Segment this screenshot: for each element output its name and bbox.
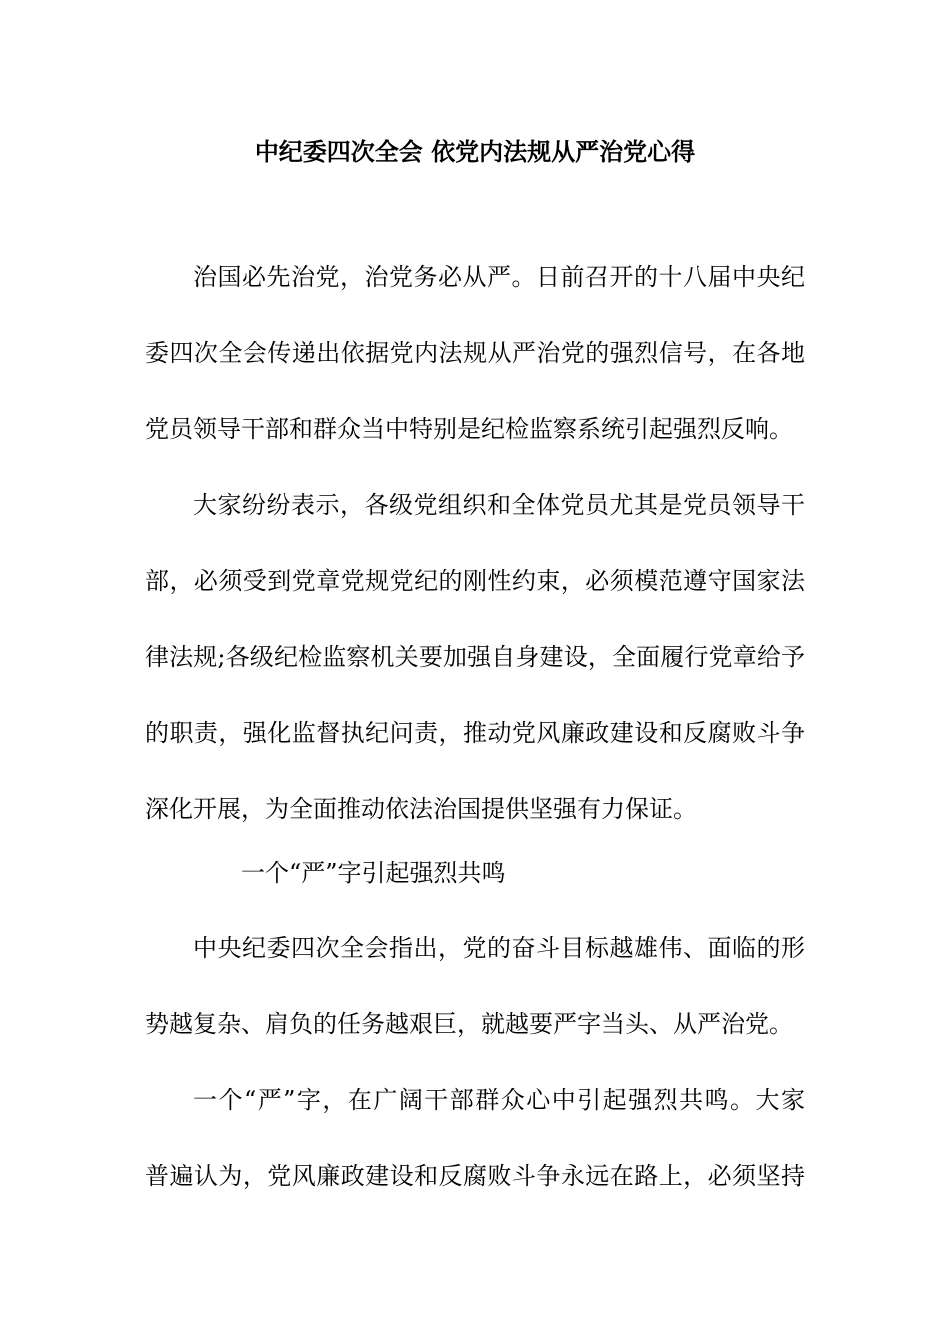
paragraph-line: 势越复杂、肩负的任务越艰巨，就越要严字当头、从严治党。 bbox=[145, 1010, 793, 1038]
paragraph-line: 的职责，强化监督执纪问责，推动党风廉政建设和反腐败斗争 bbox=[145, 719, 805, 747]
paragraph-line: 部，必须受到党章党规党纪的刚性约束，必须模范遵守国家法 bbox=[145, 567, 805, 595]
paragraph-line: 大家纷纷表示，各级党组织和全体党员尤其是党员领导干 bbox=[193, 491, 805, 519]
section-subheading: 一个“严”字引起强烈共鸣 bbox=[241, 859, 506, 887]
paragraph-line: 普遍认为，党风廉政建设和反腐败斗争永远在路上，必须坚持 bbox=[145, 1162, 805, 1190]
paragraph-line: 深化开展，为全面推动依法治国提供坚强有力保证。 bbox=[145, 795, 697, 823]
document-title: 中纪委四次全会 依党内法规从严治党心得 bbox=[254, 137, 696, 166]
paragraph-line: 一个“严”字，在广阔干部群众心中引起强烈共鸣。大家 bbox=[193, 1086, 805, 1114]
paragraph-line: 委四次全会传递出依据党内法规从严治党的强烈信号，在各地 bbox=[145, 339, 805, 367]
paragraph-line: 党员领导干部和群众当中特别是纪检监察系统引起强烈反响。 bbox=[145, 415, 793, 443]
paragraph-line: 律法规;各级纪检监察机关要加强自身建设，全面履行党章给予 bbox=[145, 643, 805, 671]
paragraph-line: 治国必先治党，治党务必从严。日前召开的十八届中央纪 bbox=[193, 263, 805, 291]
paragraph-line: 中央纪委四次全会指出，党的奋斗目标越雄伟、面临的形 bbox=[193, 934, 805, 962]
